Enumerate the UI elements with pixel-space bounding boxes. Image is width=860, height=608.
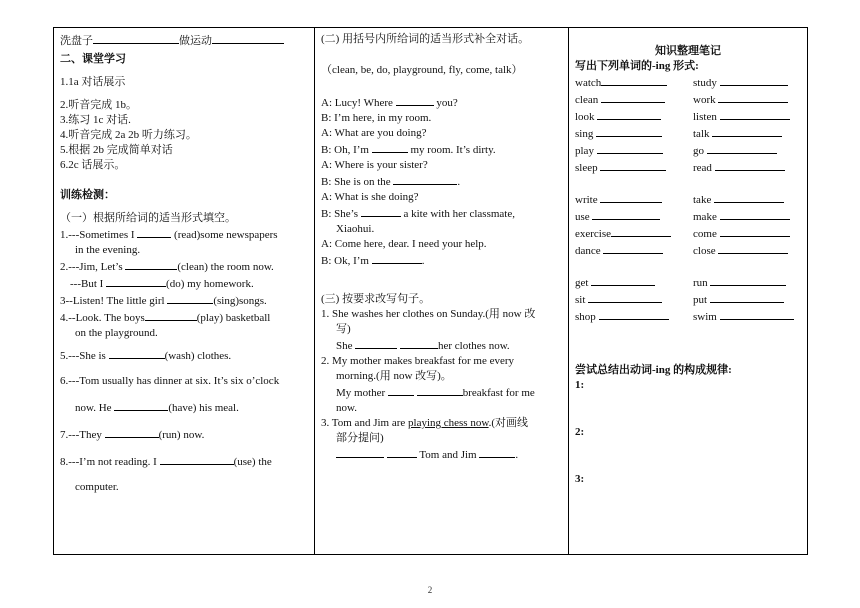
blank[interactable]	[361, 205, 401, 217]
blank[interactable]	[355, 337, 397, 349]
question-8: 8.---I’m not reading. I (use) the	[60, 453, 310, 470]
step-item: 6.2c 话展示。	[60, 159, 126, 171]
question-7: 7.---They (run) now.	[60, 426, 310, 443]
question-8-cont: computer.	[75, 481, 119, 493]
blank[interactable]	[125, 258, 177, 270]
step-item: 5.根据 2b 完成简单对话	[60, 144, 173, 156]
word-pair: get run	[575, 274, 801, 291]
blank[interactable]	[145, 309, 197, 321]
column-dialogue	[315, 28, 569, 554]
dialogue-line: B: I’m here, in my room.	[321, 112, 432, 124]
part1-title: （一）根据所给词的适当形式填空。	[60, 212, 236, 224]
word-pair: use make	[575, 208, 801, 225]
dialogue-line: A: Come here, dear. I need your help.	[321, 238, 487, 250]
blank[interactable]	[720, 225, 790, 237]
blank[interactable]	[720, 308, 794, 320]
sentence-2: 2. My mother makes breakfast for me every	[321, 355, 515, 367]
blank[interactable]	[599, 308, 669, 320]
blank[interactable]	[167, 292, 213, 304]
step-item: 3.练习 1c 对话.	[60, 114, 131, 126]
sentence-1: 1. She washes her clothes on Sunday.(用 now 改	[321, 308, 536, 320]
dialogue-line-cont: Xiaohui.	[336, 223, 375, 235]
blank[interactable]	[114, 399, 168, 411]
sentence-3-cont: 部分提问)	[336, 432, 384, 444]
word-pair: dance close	[575, 242, 801, 259]
word-pair: clean work	[575, 91, 801, 108]
step-item: 2.听音完成 1b。	[60, 99, 137, 111]
sentence-1-answer: She her clothes now.	[321, 337, 564, 354]
blank[interactable]	[93, 32, 179, 44]
section-title: 二、课堂学习	[60, 53, 126, 65]
word-pair: look listen	[575, 108, 801, 125]
text-do-sports: 做运动	[179, 35, 212, 47]
word-bank: （clean, be, do, playground, fly, come, talk）	[321, 64, 523, 76]
blank[interactable]	[611, 225, 671, 237]
underlined-part: playing chess now	[408, 417, 489, 429]
blank[interactable]	[160, 453, 234, 465]
blank[interactable]	[372, 141, 408, 153]
blank[interactable]	[603, 242, 663, 254]
rule-title: 尝试总结出动词-ing 的构成规律:	[575, 364, 732, 376]
dialogue-line: A: What are you doing?	[321, 127, 427, 139]
blank[interactable]	[105, 426, 159, 438]
question-2: 2.---Jim, Let’s (clean) the room now.	[60, 258, 310, 275]
blank[interactable]	[396, 94, 434, 106]
blank[interactable]	[710, 274, 786, 286]
dialogue-line: A: What is she doing?	[321, 191, 419, 203]
dialogue-line: A: Where is your sister?	[321, 159, 428, 171]
sentence-3: 3. Tom and Jim are playing chess now.(对画线	[321, 417, 528, 429]
part2-title: (二) 用括号内所给词的适当形式补全对话。	[321, 33, 530, 45]
notes-subtitle: 写出下列单词的-ing 形式:	[575, 60, 699, 72]
blank[interactable]	[600, 191, 662, 203]
sentence-2-cont: morning.(用 now 改写)。	[336, 370, 452, 382]
word-pair: sit put	[575, 291, 801, 308]
sentence-1-cont: 写)	[336, 323, 351, 335]
blank[interactable]	[714, 191, 784, 203]
blank[interactable]	[718, 91, 788, 103]
question-6-cont: now. He (have) his meal.	[60, 399, 310, 416]
word-pair: exercise come	[575, 225, 801, 242]
blank[interactable]	[212, 32, 284, 44]
blank[interactable]	[592, 208, 660, 220]
blank[interactable]	[400, 337, 438, 349]
dialogue-line: B: She is on the .	[321, 173, 564, 190]
blank[interactable]	[707, 142, 777, 154]
word-pair: sing talk	[575, 125, 801, 142]
blank[interactable]	[720, 74, 788, 86]
check-title: 训练检测：	[60, 189, 115, 201]
blank[interactable]	[591, 274, 655, 286]
blank[interactable]	[417, 384, 463, 396]
part3-title: (三) 按要求改写句子。	[321, 293, 431, 305]
blank[interactable]	[597, 108, 661, 120]
step-item: 4.听音完成 2a 2b 听力练习。	[60, 129, 197, 141]
blank[interactable]	[720, 208, 790, 220]
question-5: 5.---She is (wash) clothes.	[60, 347, 310, 364]
notes-title: 知识整理笔记	[655, 45, 721, 57]
sentence-2-answer-cont: now.	[336, 402, 357, 414]
page-number: 2	[427, 585, 433, 595]
question-6: 6.---Tom usually has dinner at six. It’s six o’clock	[60, 375, 280, 387]
sentence-2-answer: My mother breakfast for me	[321, 384, 564, 401]
rule-2: 2:	[575, 426, 585, 438]
question-3: 3--Listen! The little girl (sing)songs.	[60, 292, 310, 309]
blank[interactable]	[479, 446, 515, 458]
blank[interactable]	[710, 291, 784, 303]
question-1: 1.---Sometimes I (read)some newspapers	[60, 226, 310, 243]
dialogue-line: A: Lucy! Where you?	[321, 94, 564, 111]
blank[interactable]	[600, 159, 666, 171]
line-chores	[60, 32, 310, 49]
word-pair: write take	[575, 191, 801, 208]
blank[interactable]	[109, 347, 165, 359]
word-pair: watch study	[575, 74, 801, 91]
column-class-learning	[54, 28, 315, 554]
blank[interactable]	[718, 242, 788, 254]
blank[interactable]	[588, 291, 662, 303]
rule-1: 1:	[575, 379, 585, 391]
column-notes	[569, 28, 807, 554]
question-1-cont: in the evening.	[75, 244, 141, 256]
blank[interactable]	[137, 226, 171, 238]
text-wash-dishes: 洗盘子	[60, 35, 93, 47]
dialogue-line: B: Ok, I’m .	[321, 252, 564, 269]
blank[interactable]	[387, 446, 417, 458]
worksheet-table	[53, 27, 808, 555]
blank[interactable]	[372, 252, 422, 264]
dialogue-line: B: Oh, I’m my room. It’s dirty.	[321, 141, 564, 158]
dialogue-line: B: She’s a kite with her classmate,	[321, 205, 564, 222]
blank[interactable]	[106, 275, 166, 287]
question-4: 4.--Look. The boys (play) basketball	[60, 309, 310, 326]
blank[interactable]	[715, 159, 785, 171]
question-2-cont: ---But I (do) my homework.	[60, 275, 310, 292]
question-4-cont: on the playground.	[75, 327, 158, 339]
step-item: 1.1a 对话展示	[60, 76, 126, 88]
blank[interactable]	[336, 446, 384, 458]
blank[interactable]	[388, 384, 414, 396]
blank[interactable]	[601, 91, 665, 103]
blank[interactable]	[393, 173, 457, 185]
rule-3: 3:	[575, 473, 585, 485]
blank[interactable]	[597, 142, 663, 154]
blank[interactable]	[596, 125, 662, 137]
blank[interactable]	[601, 74, 667, 86]
blank[interactable]	[712, 125, 782, 137]
sentence-3-answer: Tom and Jim .	[321, 446, 564, 463]
word-pair: play go	[575, 142, 801, 159]
word-pair: shop swim	[575, 308, 801, 325]
word-pair: sleep read	[575, 159, 801, 176]
blank[interactable]	[720, 108, 790, 120]
